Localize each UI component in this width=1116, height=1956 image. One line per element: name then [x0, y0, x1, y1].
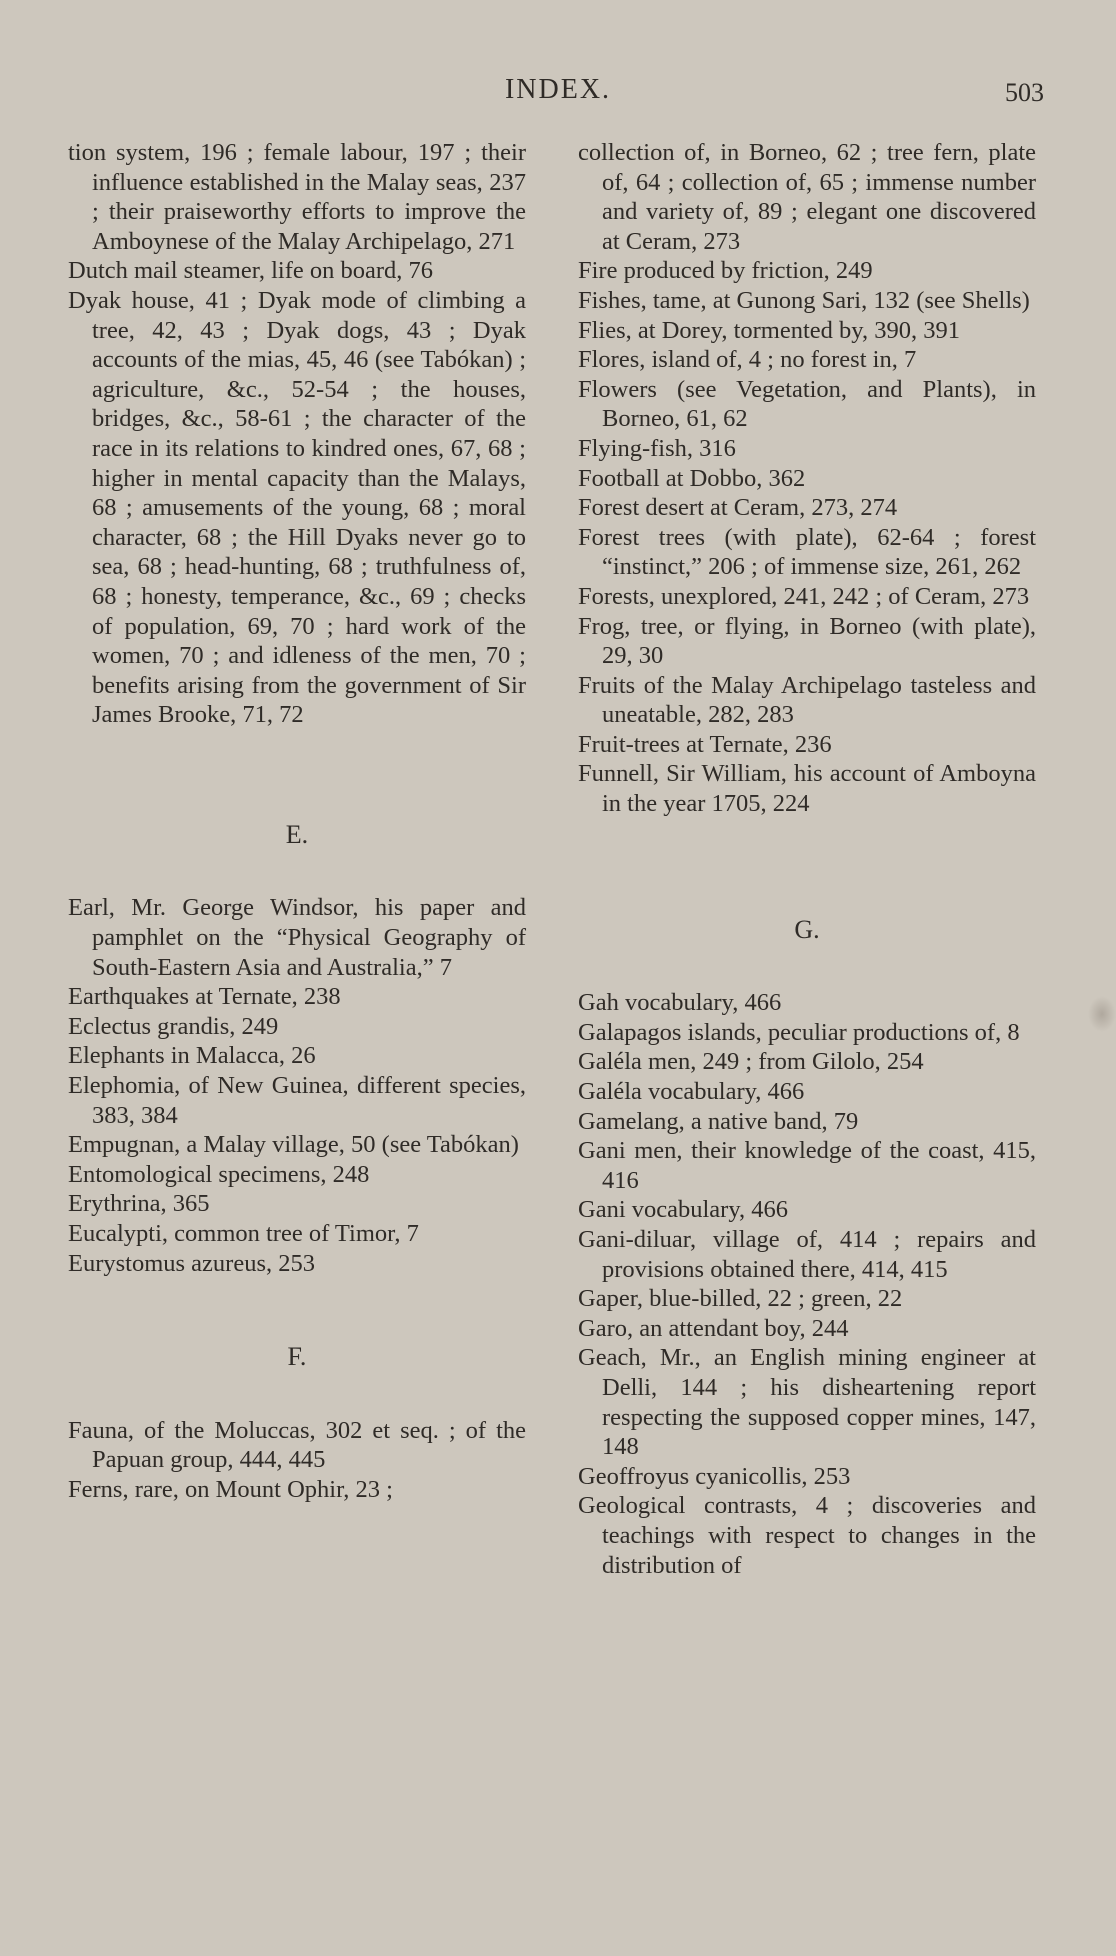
index-entry: Elephants in Malacca, 26	[68, 1042, 316, 1070]
index-entry: Gah vocabulary, 466	[578, 989, 782, 1017]
index-entry: Funnell, Sir William, his account of Amboyna in the year 1705, 224	[578, 760, 1036, 818]
index-entry: Gani men, their knowledge of the coast, 415, 416	[578, 1137, 1036, 1194]
index-entry: Gani vocabulary, 466	[578, 1196, 788, 1224]
index-entry: Gamelang, a native band, 79	[578, 1107, 859, 1135]
index-entry: Geoffroyus cyanicollis, 253	[578, 1462, 851, 1490]
index-entry: Gani-diluar, village of, 414 ; repairs and provisions obtained there, 414, 415	[578, 1226, 1036, 1283]
index-entry: Erythrina, 365	[68, 1190, 210, 1218]
index-entry: Galéla vocabulary, 466	[578, 1078, 805, 1106]
index-entry: Dutch mail steamer, life on board, 76	[68, 257, 434, 285]
index-entry: Flies, at Dorey, tormented by, 390, 391	[578, 316, 960, 344]
left-column	[68, 138, 526, 1505]
index-entry: Fishes, tame, at Gunong Sari, 132 (see Shells)	[578, 286, 1030, 314]
index-entry: Fruits of the Malay Archipelago tasteless and uneatable, 282, 283	[578, 671, 1036, 729]
index-entry: Eucalypti, common tree of Timor, 7	[68, 1220, 419, 1247]
index-entry: Galapagos islands, peculiar productions of, 8	[578, 1018, 1020, 1046]
running-head	[0, 74, 1116, 114]
index-entry: Forests, unexplored, 241, 242 ; of Ceram, 273	[578, 582, 1030, 610]
index-entry: Forest desert at Ceram, 273, 274	[578, 494, 898, 522]
index-entry: Geach, Mr., an English mining engineer at Delli, 144 ; his disheartening report respecting the supposed copper mines, 147, 148	[578, 1344, 1036, 1461]
index-entry: Fauna, of the Moluccas, 302 et seq. ; of the Papuan group, 444, 445	[68, 1416, 526, 1474]
index-entry: Frog, tree, or flying, in Borneo (with plate), 29, 30	[578, 612, 1036, 670]
index-entry: Forest trees (with plate), 62-64 ; forest “instinct,” 206 ; of immense size, 261, 262	[578, 523, 1036, 581]
index-entry: Earl, Mr. George Windsor, his paper and pamphlet on the “Physical Geography of South-Eastern Asia and Australia,” 7	[68, 894, 526, 981]
index-entry: tion system, 196 ; female labour, 197 ; their influence established in the Malay seas, 237 ; their praiseworthy efforts to improve the Amboynese of the Malay Archipelago, 271	[68, 139, 526, 255]
index-entry: Earthquakes at Ternate, 238	[68, 983, 341, 1011]
index-entry: Flying-fish, 316	[578, 434, 736, 462]
section-letter-f: F.	[287, 1342, 307, 1372]
ink-smudge	[1088, 996, 1116, 1032]
index-entry: Entomological specimens, 248	[68, 1160, 370, 1188]
index-entry: Football at Dobbo, 362	[578, 464, 806, 492]
index-entry: collection of, in Borneo, 62 ; tree fern, plate of, 64 ; collection of, 65 ; immense number and variety of, 89 ; elegant one discovered at Ceram, 273	[578, 139, 1036, 255]
index-entry: Empugnan, a Malay village, 50 (see Tabókan)	[68, 1131, 519, 1159]
index-entry: Ferns, rare, on Mount Ophir, 23 ;	[68, 1475, 393, 1503]
section-letter-g: G.	[794, 914, 820, 944]
index-entry: Eclectus grandis, 249	[68, 1012, 279, 1040]
page-number: 503	[1005, 78, 1044, 107]
index-entry: Elephomia, of New Guinea, different species, 383, 384	[68, 1072, 526, 1129]
index-entry: Galéla men, 249 ; from Gilolo, 254	[578, 1048, 924, 1076]
index-entry: Dyak house, 41 ; Dyak mode of climbing a tree, 42, 43 ; Dyak dogs, 43 ; Dyak accounts of the mias, 45, 46 (see Tabókan) ; agriculture, &c., 52-54 ; the houses, bridges, &c., 58-61 ; the character of the race in its relations to kindred ones, 67, 68 ; higher in mental capacity than the Malays, 68 ; amusements of the young, 68 ; moral character, 68 ; the Hill Dyaks never go to sea, 68 ; head-hunting, 68 ; truthfulness of, 68 ; honesty, temperance, &c., 69 ; checks of population, 69, 70 ; hard work of the women, 70 ; and idleness of the men, 70 ; benefits arising from the government of Sir James Brooke, 71, 72	[68, 286, 526, 729]
index-entry: Fire produced by friction, 249	[578, 257, 873, 285]
index-entry: Gaper, blue-billed, 22 ; green, 22	[578, 1285, 903, 1313]
section-letter-e: E.	[285, 819, 309, 849]
page-title: INDEX.	[504, 74, 612, 105]
index-entry: Garo, an attendant boy, 244	[578, 1314, 849, 1342]
index-entry: Geological contrasts, 4 ; discoveries and teachings with respect to changes in the distribution of	[578, 1492, 1036, 1579]
right-column	[578, 138, 1036, 1580]
index-entry: Fruit-trees at Ternate, 236	[578, 730, 832, 758]
index-entry: Eurystomus azureus, 253	[68, 1249, 315, 1277]
index-entry: Flowers (see Vegetation, and Plants), in Borneo, 61, 62	[578, 375, 1036, 433]
index-entry: Flores, island of, 4 ; no forest in, 7	[578, 346, 917, 374]
